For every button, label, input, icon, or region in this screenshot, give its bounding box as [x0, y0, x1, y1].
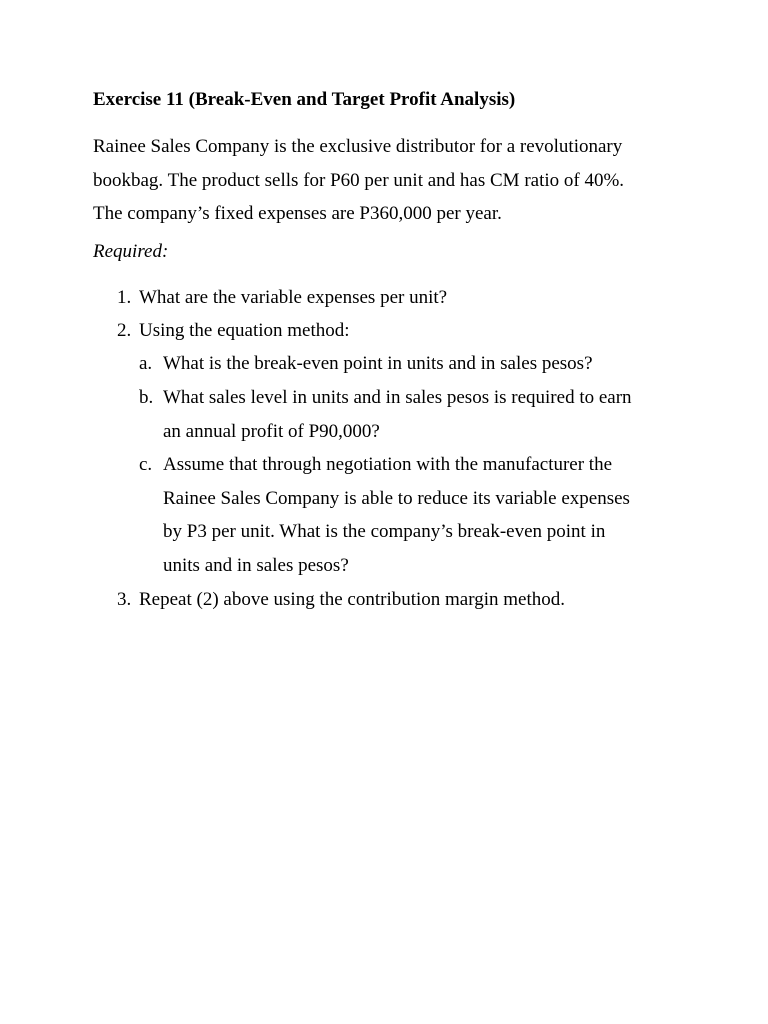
subquestion-line: What is the break-even point in units and in sales pesos? [163, 353, 593, 374]
question-marker: 3. [117, 589, 132, 610]
question-line: Using the equation method: [139, 320, 350, 341]
intro-paragraph [93, 130, 693, 231]
subquestion-marker: a. [139, 353, 153, 374]
intro-line: Rainee Sales Company is the exclusive distributor for a revolutionary [93, 136, 623, 157]
subquestion-line: by P3 per unit. What is the company’s break-even point in [163, 521, 606, 542]
subquestion-line: an annual profit of P90,000? [163, 420, 380, 442]
question-marker: 2. [117, 320, 132, 341]
question-text [139, 314, 350, 348]
intro-line: The company’s fixed expenses are P360,000 per year. [93, 203, 502, 224]
subquestion-text [163, 381, 632, 448]
subquestion-marker: b. [139, 387, 154, 408]
subquestion-text [163, 347, 593, 381]
question-text [139, 281, 447, 315]
question-text [139, 583, 565, 617]
subquestion-line: Rainee Sales Company is able to reduce its variable expenses [163, 487, 630, 509]
subquestion-text [163, 448, 630, 582]
exercise-title: Exercise 11 (Break-Even and Target Profit Analysis) [93, 89, 516, 110]
subquestion-marker: c. [139, 454, 153, 475]
subquestion-line: What sales level in units and in sales pesos is required to earn [163, 387, 632, 408]
question-marker: 1. [117, 287, 132, 308]
subquestion-line: units and in sales pesos? [163, 554, 349, 576]
question-line: Repeat (2) above using the contribution margin method. [139, 589, 565, 610]
question-line: What are the variable expenses per unit? [139, 287, 448, 308]
intro-line: bookbag. The product sells for P60 per unit and has CM ratio of 40%. [93, 169, 625, 191]
required-label: Required: [93, 241, 169, 262]
subquestion-line: Assume that through negotiation with the manufacturer the [163, 454, 613, 475]
